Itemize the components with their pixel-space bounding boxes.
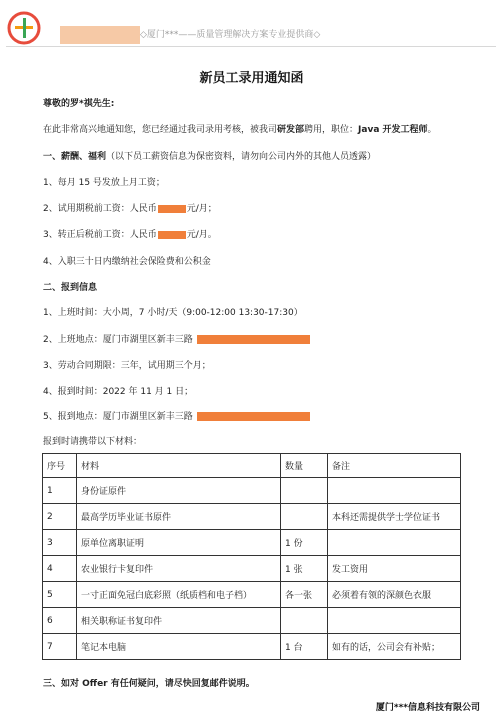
row-material: 一寸正面免冠白底彩照（纸质档和电子档） [77, 582, 281, 608]
s2-item-1: 1、上班时间：大小周，7 小时/天（9:00-12:00 13:30-17:30） [43, 308, 303, 318]
row-qty [281, 608, 328, 634]
table-row [43, 608, 461, 634]
row-note: 发工资用 [328, 556, 461, 582]
table-header-qty: 数量 [281, 454, 328, 478]
s2-item-5-text: 5、报到地点：厦门市湖里区新丰三路 [43, 412, 193, 422]
row-note: 如有的话，公司会有补贴； [328, 634, 461, 660]
table-header-no: 序号 [43, 454, 77, 478]
address-redaction-1 [197, 335, 310, 344]
s1-item-2-suffix: 元/月； [186, 204, 217, 214]
row-material: 原单位离职证明 [77, 530, 281, 556]
intro-text-b: 聘用，职位： [304, 125, 359, 135]
s1-item-3-text: 3、转正后税前工资：人民币 [43, 230, 157, 240]
section-1-heading [43, 151, 376, 163]
materials-table [42, 453, 461, 660]
table-row [43, 582, 461, 608]
row-no: 1 [43, 478, 77, 504]
row-no: 6 [43, 608, 77, 634]
row-material: 笔记本电脑 [77, 634, 281, 660]
row-no: 4 [43, 556, 77, 582]
s2-item-4: 4、报到时间：2022 年 11 月 1 日； [43, 387, 194, 397]
intro-end: 。 [427, 125, 437, 135]
row-material: 最高学历毕业证书原件 [77, 504, 281, 530]
table-row [43, 634, 461, 660]
s2-item-2-text: 2、上班地点：厦门市湖里区新丰三路 [43, 335, 193, 345]
s1-item-3-suffix: 元/月。 [186, 230, 217, 240]
address-redaction-2 [197, 412, 310, 421]
salutation: 尊敬的罗*祺先生: [43, 99, 115, 109]
row-material: 农业银行卡复印件 [77, 556, 281, 582]
header-divider [6, 46, 496, 47]
table-row [43, 504, 461, 530]
company-logo [6, 10, 42, 46]
s2-item-2 [43, 334, 310, 346]
company-signature: 厦门***信息科技有限公司 [375, 703, 480, 713]
row-note: 本科还需提供学士学位证书 [328, 504, 461, 530]
section-1-note: （以下员工薪资信息为保密资料，请勿向公司内外的其他人员透露） [106, 152, 377, 162]
table-header-material: 材料 [77, 454, 281, 478]
intro-paragraph [43, 124, 437, 136]
s2-item-5 [43, 411, 310, 423]
row-material: 相关职称证书复印件 [77, 608, 281, 634]
row-note [328, 530, 461, 556]
row-qty: 1 台 [281, 634, 328, 660]
salary-redaction-1 [158, 205, 186, 213]
row-qty: 1 张 [281, 556, 328, 582]
s1-item-3 [43, 229, 217, 241]
table-header-note: 备注 [328, 454, 461, 478]
row-qty: 1 份 [281, 530, 328, 556]
table-row [43, 556, 461, 582]
row-qty [281, 504, 328, 530]
intro-dept: 研发部 [277, 125, 305, 135]
row-qty [281, 478, 328, 504]
table-row [43, 530, 461, 556]
section-1-title: 一、薪酬、福利 [43, 152, 107, 162]
s1-item-2-text: 2、试用期税前工资：人民币 [43, 204, 157, 214]
page-title: 新员工录用通知函 [199, 71, 304, 86]
row-no: 7 [43, 634, 77, 660]
row-note: 必须着有领的深颜色衣服 [328, 582, 461, 608]
header-subtitle: ◇厦门***——质量管理解决方案专业提供商◇ [140, 30, 321, 40]
header-redaction [60, 26, 140, 44]
row-no: 2 [43, 504, 77, 530]
s1-item-4: 4、入职三十日内缴纳社会保险费和公积金 [43, 257, 211, 267]
salary-redaction-2 [158, 231, 186, 239]
row-qty: 各一张 [281, 582, 328, 608]
s1-item-2 [43, 203, 217, 215]
section-2-title: 二、报到信息 [43, 283, 98, 293]
row-note [328, 608, 461, 634]
section-3-title: 三、如对 Offer 有任何疑问，请尽快回复邮件说明。 [43, 679, 255, 689]
table-header-row [43, 454, 461, 478]
row-no: 3 [43, 530, 77, 556]
table-row [43, 478, 461, 504]
row-note [328, 478, 461, 504]
materials-title: 报到时请携带以下材料： [43, 437, 143, 447]
row-material: 身份证原件 [77, 478, 281, 504]
intro-role: Java 开发工程师 [358, 125, 428, 135]
s2-item-3: 3、劳动合同期限：三年，试用期三个月； [43, 361, 211, 371]
row-no: 5 [43, 582, 77, 608]
intro-text-a: 在此非常高兴地通知您，您已经通过我司录用考核，被我司 [43, 125, 278, 135]
s1-item-1: 1、每月 15 号发放上月工资； [43, 178, 165, 188]
